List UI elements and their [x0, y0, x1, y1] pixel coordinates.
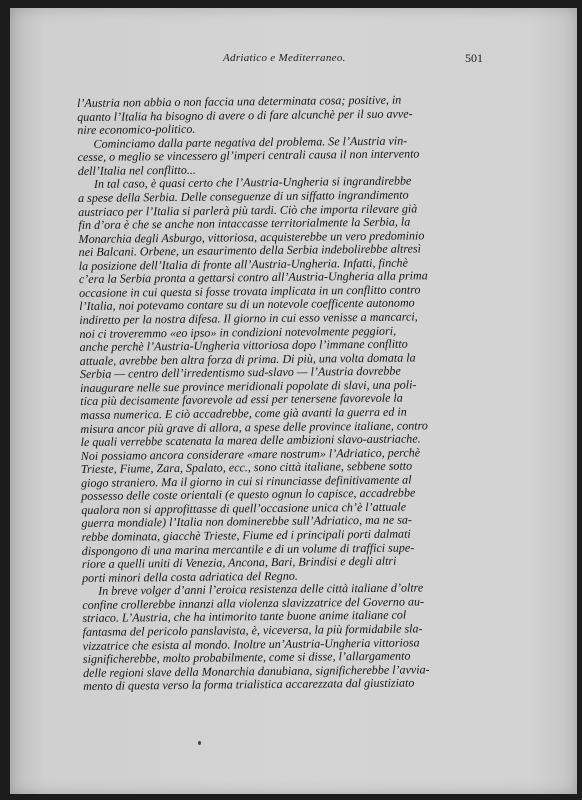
text-line: l’Italia, noi potevamo contare su di un notevole coefficente autonomo — [79, 295, 415, 314]
text-line: le quali verrebbe scatenata la marea delle ambizioni slavo-austriache. — [80, 431, 421, 450]
text-line: qualora non si approfittasse di quell’occasione unica ch’è l’attuale — [81, 499, 407, 517]
text-line: Cominciamo dalla parte negativa del problema. Se l’Austria vin- — [93, 133, 408, 151]
text-line: anche perchè l’Austria-Ungheria vittoriosa dopo l’immane conflitto — [79, 336, 408, 355]
text-line: l’Austria non abbia o non faccia una determinata cosa; positive, in — [76, 92, 402, 110]
text-line: In tal caso, è quasi certo che l’Austria-Ungheria si ingrandirebbe — [93, 173, 412, 192]
running-title: Adriatico e Mediterraneo. — [223, 52, 346, 64]
text-line: tica più decisamente favorevole ad essi per tenersene favorevole la — [80, 390, 403, 409]
text-line: Monarchia degli Asburgo, vittoriosa, acquisterebbe un vero predominio — [78, 227, 425, 246]
text-line: rebbe dominata, giacchè Trieste, Fiume ed i principali porti dalmati — [81, 526, 411, 544]
text-line: fantasma del pericolo panslavista, è, viceversa, la più formidabile sla- — [82, 621, 423, 639]
text-line: quanto l’Italia ha bisogno di avere o di fare alcunchè per il suo avve- — [77, 106, 413, 124]
text-line: possesso delle coste orientali (e questo ognun lo capisce, accadrebbe — [81, 485, 416, 504]
text-line: dell’Italia nel conflitto... — [77, 162, 196, 178]
body-text — [77, 93, 496, 694]
text-line: attuale, avrebbe ben altra forza di prima. Di più, una volta domata la — [79, 350, 416, 368]
book-page — [10, 8, 577, 794]
text-line: riore a quelli uniti di Venezia, Ancona, Bari, Brindisi e degli altri — [81, 553, 397, 572]
text-line: giogo straniero. Ma il giorno in cui si rinunciasse definitivamente al — [80, 472, 412, 490]
text-line: striaco. L’Austria, che ha intimorito tante buone anime italiane col — [82, 607, 407, 626]
text-line: indiretto per la nostra difesa. Il giorno in cui esso venisse a mancarci, — [79, 309, 418, 327]
text-line: dispongono di una marina mercantile e di un volume di traffici supe- — [81, 540, 415, 558]
text-line: guerra mondiale) l’Italia non dominerebbe sull’Adriatico, ma ne sa- — [81, 512, 412, 531]
page-header — [10, 48, 577, 66]
text-line: noi ci troveremmo «eo ipso» in condizioni notevolmente peggiori, — [79, 323, 397, 341]
text-line: fin d’ora è che se anche non intaccasse territorialmente la Serbia, la — [78, 214, 411, 233]
text-line: la posizione dell’Italia di fronte all’Austria-Ungheria. Infatti, finchè — [78, 255, 408, 273]
text-line: misura ancor più grave di allora, a spese delle province italiane, contro — [80, 417, 428, 436]
text-line: Serbia — centro dell’irredentismo sud-slavo — l’Austria dovrebbe — [79, 363, 401, 382]
text-line: confine crollerebbe innanzi alla violenza slavizzatrice del Governo au- — [82, 594, 425, 612]
text-line: Noi possiamo ancora considerare «mare nostrum» l’Adriatico, perchè — [80, 445, 421, 463]
text-line: c’era la Serbia pronta a gettarsi contro all’Austria-Ungheria alla prima — [78, 268, 428, 287]
text-line: austriaco per l’Italia si parlerà più tardi. Ciò che importa rilevare già — [78, 200, 418, 219]
text-line: occasione in cui questa si fosse trovata implicata in un conflitto contro — [78, 282, 421, 300]
text-line: delle regioni slave della Monarchia danubiana, significherebbe l’avvia- — [82, 661, 430, 680]
text-line: mento di questa verso la forma trialistica accarezzata dal giustiziato — [83, 675, 415, 694]
text-line: cesse, o meglio se vincessero gl’imperi centrali causa il non intervento — [77, 146, 420, 165]
ink-speck — [198, 741, 201, 745]
text-line: In breve volger d’anni l’eroica resistenza delle città italiane d’oltre — [98, 580, 424, 599]
text-line: porti minori della costa adriatica del Regno. — [81, 568, 298, 585]
text-line: inaugurare nelle sue province meridionali popolate di slavi, una poli- — [79, 377, 417, 395]
text-line: significherebbe, molto probabilmente, come si disse, l’allargamento — [82, 648, 411, 667]
text-line: Trieste, Fiume, Zara, Spalato, ecc., sono città italiane, sebbene sotto — [80, 458, 413, 477]
text-line: nire economico-politico. — [77, 121, 196, 138]
text-line: a spese della Serbia. Delle conseguenze di un siffatto ingrandimento — [77, 187, 409, 205]
text-line: massa numerica. E ciò accadrebbe, come già avanti la guerra ed in — [80, 404, 407, 422]
page-number: 501 — [465, 51, 483, 65]
text-line: vizzatrice che esista al mondo. Inoltre un’Austria-Ungheria vittoriosa — [82, 634, 420, 653]
text-line: nei Balcani. Orbene, un esaurimento della Serbia indebolirebbe altresì — [78, 241, 422, 260]
